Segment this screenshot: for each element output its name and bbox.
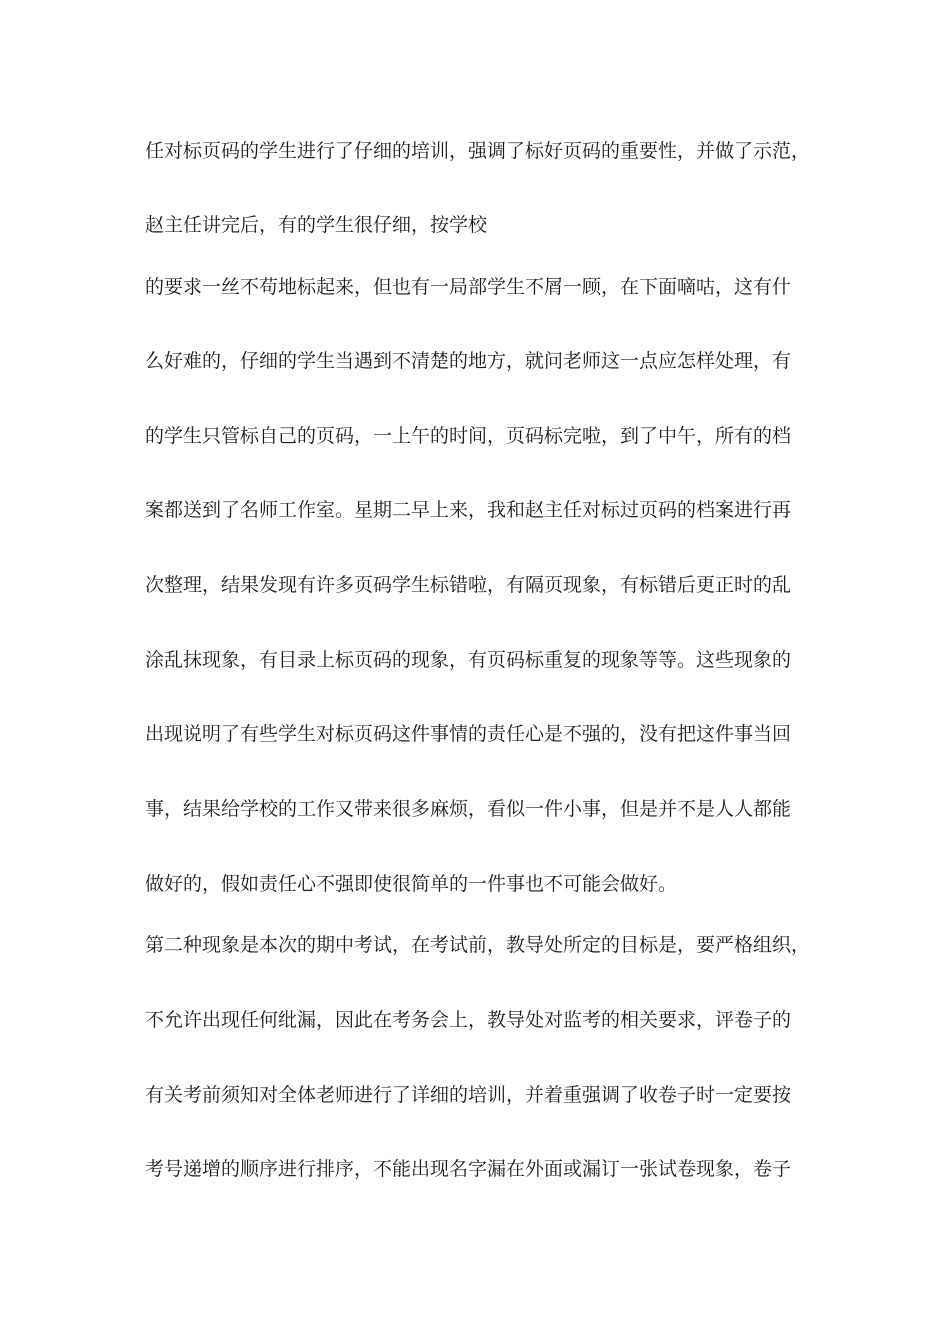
text-line-11: 做好的，假如责任心不强即使很简单的一件事也不可能会做好。: [145, 873, 678, 895]
text-line-3: 的要求一丝不苟地标起来，但也有一局部学生不屑一顾，在下面嘀咕，这有什: [145, 276, 792, 298]
text-line-9: 出现说明了有些学生对标页码这件事情的责任心是不强的，没有把这件事当回: [145, 723, 792, 745]
text-line-4: 么好难的，仔细的学生当遇到不清楚的地方，就问老师这一点应怎样处理，有: [145, 350, 792, 372]
text-line-13: 不允许出现任何纰漏，因此在考务会上，教导处对监考的相关要求，评卷子的: [145, 1009, 792, 1031]
text-line-7: 次整理，结果发现有许多页码学生标错啦，有隔页现象，有标错后更正时的乱: [145, 574, 792, 596]
text-line-12: 第二种现象是本次的期中考试，在考试前，教导处所定的目标是，要严格组织，: [145, 934, 811, 956]
text-line-8: 涂乱抹现象，有目录上标页码的现象，有页码标重复的现象等等。这些现象的: [145, 649, 792, 671]
text-line-5: 的学生只管标自己的页码，一上午的时间，页码标完啦，到了中午，所有的档: [145, 425, 792, 447]
text-line-2: 赵主任讲完后，有的学生很仔细，按学校: [145, 214, 488, 236]
text-line-15: 考号递增的顺序进行排序，不能出现名字漏在外面或漏订一张试卷现象，卷子: [145, 1158, 792, 1180]
text-line-10: 事，结果给学校的工作又带来很多麻烦，看似一件小事，但是并不是人人都能: [145, 798, 792, 820]
text-line-6: 案都送到了名师工作室。星期二早上来，我和赵主任对标过页码的档案进行再: [145, 499, 792, 521]
text-line-14: 有关考前须知对全体老师进行了详细的培训，并着重强调了收卷子时一定要按: [145, 1084, 792, 1106]
text-line-1: 任对标页码的学生进行了仔细的培训，强调了标好页码的重要性，并做了示范，: [145, 140, 811, 162]
